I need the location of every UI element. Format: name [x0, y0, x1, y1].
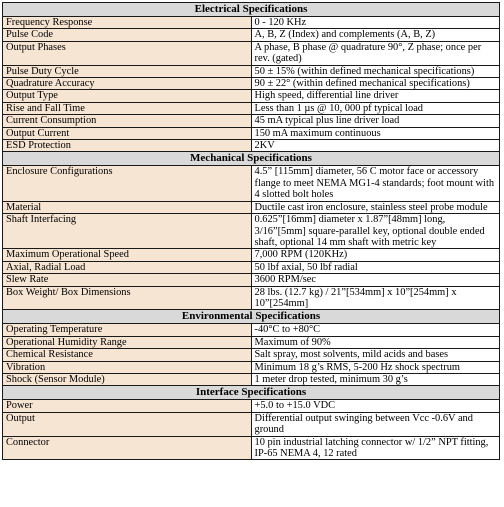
table-row	[3, 261, 500, 273]
spec-label: Current Consumption	[3, 115, 252, 127]
spec-value: Differential output swinging between Vcc -0.6V and ground	[251, 412, 500, 436]
table-row	[3, 201, 500, 213]
spec-value: 3600 RPM/sec	[251, 274, 500, 286]
table-row	[3, 78, 500, 90]
spec-label: Output	[3, 412, 252, 436]
spec-label: Operational Humidity Range	[3, 336, 252, 348]
spec-label: Rise and Fall Time	[3, 102, 252, 114]
table-row	[3, 166, 500, 201]
section-header-row	[3, 3, 500, 17]
spec-label: Shock (Sensor Module)	[3, 373, 252, 385]
spec-value: 7,000 RPM (120KHz)	[251, 249, 500, 261]
spec-value: Minimum 18 g’s RMS, 5-200 Hz shock spectrum	[251, 361, 500, 373]
spec-label: Maximum Operational Speed	[3, 249, 252, 261]
spec-label: ESD Protection	[3, 140, 252, 152]
spec-value: 1 meter drop tested, minimum 30 g’s	[251, 373, 500, 385]
spec-value: A, B, Z (Index) and complements (A, B, Z)	[251, 29, 500, 41]
table-row	[3, 336, 500, 348]
table-row	[3, 373, 500, 385]
spec-label: Output Type	[3, 90, 252, 102]
table-row	[3, 102, 500, 114]
spec-label: Quadrature Accuracy	[3, 78, 252, 90]
spec-value: High speed, differential line driver	[251, 90, 500, 102]
spec-label: Pulse Code	[3, 29, 252, 41]
spec-value: 0 - 120 KHz	[251, 17, 500, 29]
table-row	[3, 412, 500, 436]
spec-value: 50 lbf axial, 50 lbf radial	[251, 261, 500, 273]
spec-value: +5.0 to +15.0 VDC	[251, 400, 500, 412]
spec-value: Less than 1 µs @ 10, 000 pf typical load	[251, 102, 500, 114]
section-title-interface: Interface Specifications	[3, 386, 500, 400]
table-row	[3, 286, 500, 310]
section-header-row	[3, 386, 500, 400]
spec-label: Chemical Resistance	[3, 349, 252, 361]
section-title-mechanical: Mechanical Specifications	[3, 152, 500, 166]
section-title-electrical: Electrical Specifications	[3, 3, 500, 17]
spec-value: 10 pin industrial latching connector w/ 1/2” NPT fitting, IP-65 NEMA 4, 12 rated	[251, 436, 500, 460]
table-row	[3, 214, 500, 249]
spec-label: Output Current	[3, 127, 252, 139]
table-row	[3, 115, 500, 127]
spec-label: Shaft Interfacing	[3, 214, 252, 249]
spec-label: Vibration	[3, 361, 252, 373]
table-row	[3, 349, 500, 361]
table-row	[3, 249, 500, 261]
spec-value: 50 ± 15% (within defined mechanical specifications)	[251, 65, 500, 77]
table-row	[3, 400, 500, 412]
table-row	[3, 324, 500, 336]
spec-label: Frequency Response	[3, 17, 252, 29]
spec-sheet	[2, 2, 500, 460]
table-row	[3, 17, 500, 29]
spec-label: Material	[3, 201, 252, 213]
table-row	[3, 274, 500, 286]
table-row	[3, 140, 500, 152]
spec-value: -40°C to +80°C	[251, 324, 500, 336]
spec-value: 150 mA maximum continuous	[251, 127, 500, 139]
spec-value: Ductile cast iron enclosure, stainless steel probe module	[251, 201, 500, 213]
table-row	[3, 361, 500, 373]
spec-value: A phase, B phase @ quadrature 90°, Z phase; once per rev. (gated)	[251, 41, 500, 65]
spec-value: Maximum of 90%	[251, 336, 500, 348]
table-row	[3, 127, 500, 139]
spec-value: 0.625”[16mm] diameter x 1.87”[48mm] long, 3/16”[5mm] square-parallel key, optional double ended shaft, optional 14 mm shaft with metric key	[251, 214, 500, 249]
table-row	[3, 90, 500, 102]
table-row	[3, 436, 500, 460]
spec-label: Operating Temperature	[3, 324, 252, 336]
section-header-row	[3, 152, 500, 166]
table-row	[3, 41, 500, 65]
spec-label: Box Weight/ Box Dimensions	[3, 286, 252, 310]
spec-value: 4.5” [115mm] diameter, 56 C motor face or accessory flange to meet NEMA MG1-4 standards; foot mount with 4 slotted bolt holes	[251, 166, 500, 201]
spec-label: Connector	[3, 436, 252, 460]
spec-label: Output Phases	[3, 41, 252, 65]
table-row	[3, 29, 500, 41]
table-row	[3, 65, 500, 77]
spec-value: 2KV	[251, 140, 500, 152]
spec-value: 28 lbs. (12.7 kg) / 21”[534mm] x 10”[254mm] x 10”[254mm]	[251, 286, 500, 310]
specifications-table	[2, 2, 500, 460]
spec-label: Slew Rate	[3, 274, 252, 286]
spec-label: Axial, Radial Load	[3, 261, 252, 273]
spec-value: 90 ± 22° (within defined mechanical specifications)	[251, 78, 500, 90]
spec-value: 45 mA typical plus line driver load	[251, 115, 500, 127]
section-title-environmental: Environmental Specifications	[3, 310, 500, 324]
spec-label: Power	[3, 400, 252, 412]
spec-value: Salt spray, most solvents, mild acids and bases	[251, 349, 500, 361]
spec-label: Enclosure Configurations	[3, 166, 252, 201]
spec-label: Pulse Duty Cycle	[3, 65, 252, 77]
section-header-row	[3, 310, 500, 324]
